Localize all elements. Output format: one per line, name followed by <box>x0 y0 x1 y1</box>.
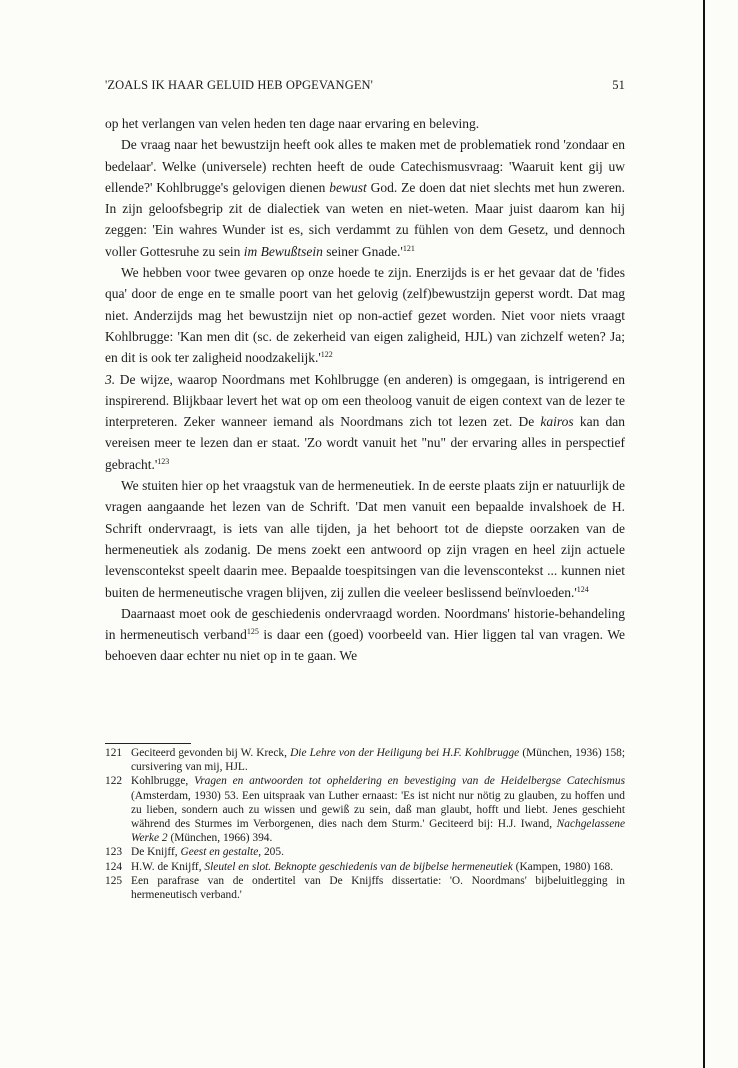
footnote <box>105 874 625 902</box>
paragraph-text: seiner Gnade.' <box>322 243 403 259</box>
footnote-ref[interactable]: 121 <box>402 243 415 253</box>
section-number: 3. <box>105 371 116 387</box>
paragraph <box>105 262 625 368</box>
paragraph <box>105 113 625 134</box>
emphasis: im Bewußtsein <box>243 243 323 259</box>
footnote-ref[interactable]: 123 <box>157 456 170 466</box>
footnote-ref[interactable]: 124 <box>576 584 589 594</box>
paragraph <box>105 369 625 475</box>
footnote <box>105 746 625 774</box>
footnote-text: De Knijff, Geest en gestalte, 205. <box>131 846 284 859</box>
footnote-number: 125 <box>105 874 123 887</box>
footnote-number: 122 <box>105 775 123 788</box>
footnote-number: 121 <box>105 747 123 759</box>
emphasis: kairos <box>540 414 574 430</box>
page-number: 51 <box>612 78 625 92</box>
paragraph-text: kan dan vereisen meer te lezen dan er staat. 'Zo wordt vanuit het "nu" der ervaring alles in perspectief gebracht.' <box>105 414 625 472</box>
footnote <box>105 845 625 859</box>
paragraph <box>105 475 625 603</box>
footnotes <box>105 746 625 902</box>
paragraph-text: God. Ze doen dat niet slechts met hun zweren. In zijn geloofsbegrip zit de dialectiek van weten en niet-weten. Maar juist daarom kan hij zeggen: 'Ein wahres Wunder ist es, sich verdammt zu fühlen von dem Gesetz, und dennoch voller Gottesruhe zu sein <box>105 179 625 259</box>
main-text <box>105 113 625 667</box>
footnote-text: H.W. de Knijff, Sleutel en slot. Beknopte geschiedenis van de bijbelse hermeneutiek (Kampen, 1980) 168. <box>131 860 614 873</box>
footnote-ref[interactable]: 125 <box>246 627 259 637</box>
paragraph-text: De vraag naar het bewustzijn heeft ook alles te maken met de problematiek rond 'zondaar en bedelaar'. Welke (universele) rechten heeft de oude Catechismusvraag: 'Waaruit kent gij uw ellende?' Kohlbrugge's gelovigen dienen <box>105 137 625 195</box>
running-header <box>105 78 625 93</box>
footnote-rule <box>105 743 191 744</box>
footnote <box>105 860 625 874</box>
footnote-text: Kohlbrugge, Vragen en antwoorden tot opheldering en bevestiging van de Heidelbergse Catechismus (Amsterdam, 1930) 53. Een uitspraak van Luther ernaast: 'Es ist nicht nur nötig zu glauben, zu hoffen und zu lieben, sondern auch zu wissen und gewiß zu sein, daß man glaubt, hofft und liebt. Jenes geschieht während des Sturmes im Verborgenen, dies nach dem Sturm.' Geciteerd bij: H.J. Iwand, Nachgelassene Werke 2 (München, 1966) 394. <box>131 775 625 845</box>
footnote <box>105 774 625 845</box>
paragraph-text: is daar een (goed) voorbeeld van. Hier liggen tal van vragen. We behoeven daar echter nu niet op in te gaan. We <box>105 627 626 664</box>
running-title: 'ZOALS IK HAAR GELUID HEB OPGEVANGEN' <box>105 78 374 92</box>
footnote-ref[interactable]: 122 <box>320 350 333 360</box>
paragraph <box>105 134 625 262</box>
paragraph-text: op het verlangen van velen heden ten dage naar ervaring en beleving. <box>105 116 480 131</box>
scan-edge <box>703 0 705 1068</box>
paragraph-text: We stuiten hier op het vraagstuk van de hermeneutiek. In de eerste plaats zijn er natuurlijk de vragen aangaande het lezen van de Schrift. 'Dat men vanuit een bepaalde invalshoek de H. Schrift ondervraagt, is iets van alle tijden, ja het behoort tot de diepste oorzaken van de hermeneutiek als zodanig. De mens zoekt een antwoord op zijn vragen en heel zijn actuele levenscontekst speelt daarin mee. Bepaalde toespitsingen van die levenscontekst ... kunnen niet buiten de hermeneutische vragen blijven, zij zullen die veeleer beslissend beïnvloeden.' <box>105 478 625 600</box>
footnote-text: Een parafrase van de ondertitel van De Knijffs dissertatie: 'O. Noordmans' bijbeluitlegging in hermeneutisch verband.' <box>131 874 625 902</box>
footnote-text: Geciteerd gevonden bij W. Kreck, Die Lehre von der Heiligung bei H.F. Kohlbrugge (München, 1936) 158; cursivering van mij, HJL. <box>131 747 626 774</box>
footnote-number: 123 <box>105 846 123 859</box>
emphasis: bewust <box>329 179 367 195</box>
paragraph-text: Daarnaast moet ook de geschiedenis ondervraagd worden. Noordmans' historie-behandeling in hermeneutisch verband <box>105 605 625 643</box>
paragraph-text: De wijze, waarop Noordmans met Kohlbrugge (en anderen) is omgegaan, is intrigerend en inspirerend. Blijkbaar levert het wat op om een theoloog vanuit de eigen context van de lezer te interpreteren. Zeker wanneer iemand als Noordmans zich tot lezen zet. De <box>105 371 625 430</box>
paragraph <box>105 603 625 667</box>
paragraph-text: We hebben voor twee gevaren op onze hoede te zijn. Enerzijds is er het gevaar dat de 'fides qua' door de enge en te smalle poort van het gelovig (zelf)bewustzijn geperst wordt. Dat mag niet. Anderzijds mag het bewustzijn niet op non-actief gezet worden. Niet voor niets vraagt Kohlbrugge: 'Kan men dit (sc. de zekerheid van eigen zaligheid, HJL) van zichzelf weten? Ja; en dit is ook ter zaligheid noodzakelijk.' <box>105 265 625 366</box>
footnote-number: 124 <box>105 860 123 873</box>
